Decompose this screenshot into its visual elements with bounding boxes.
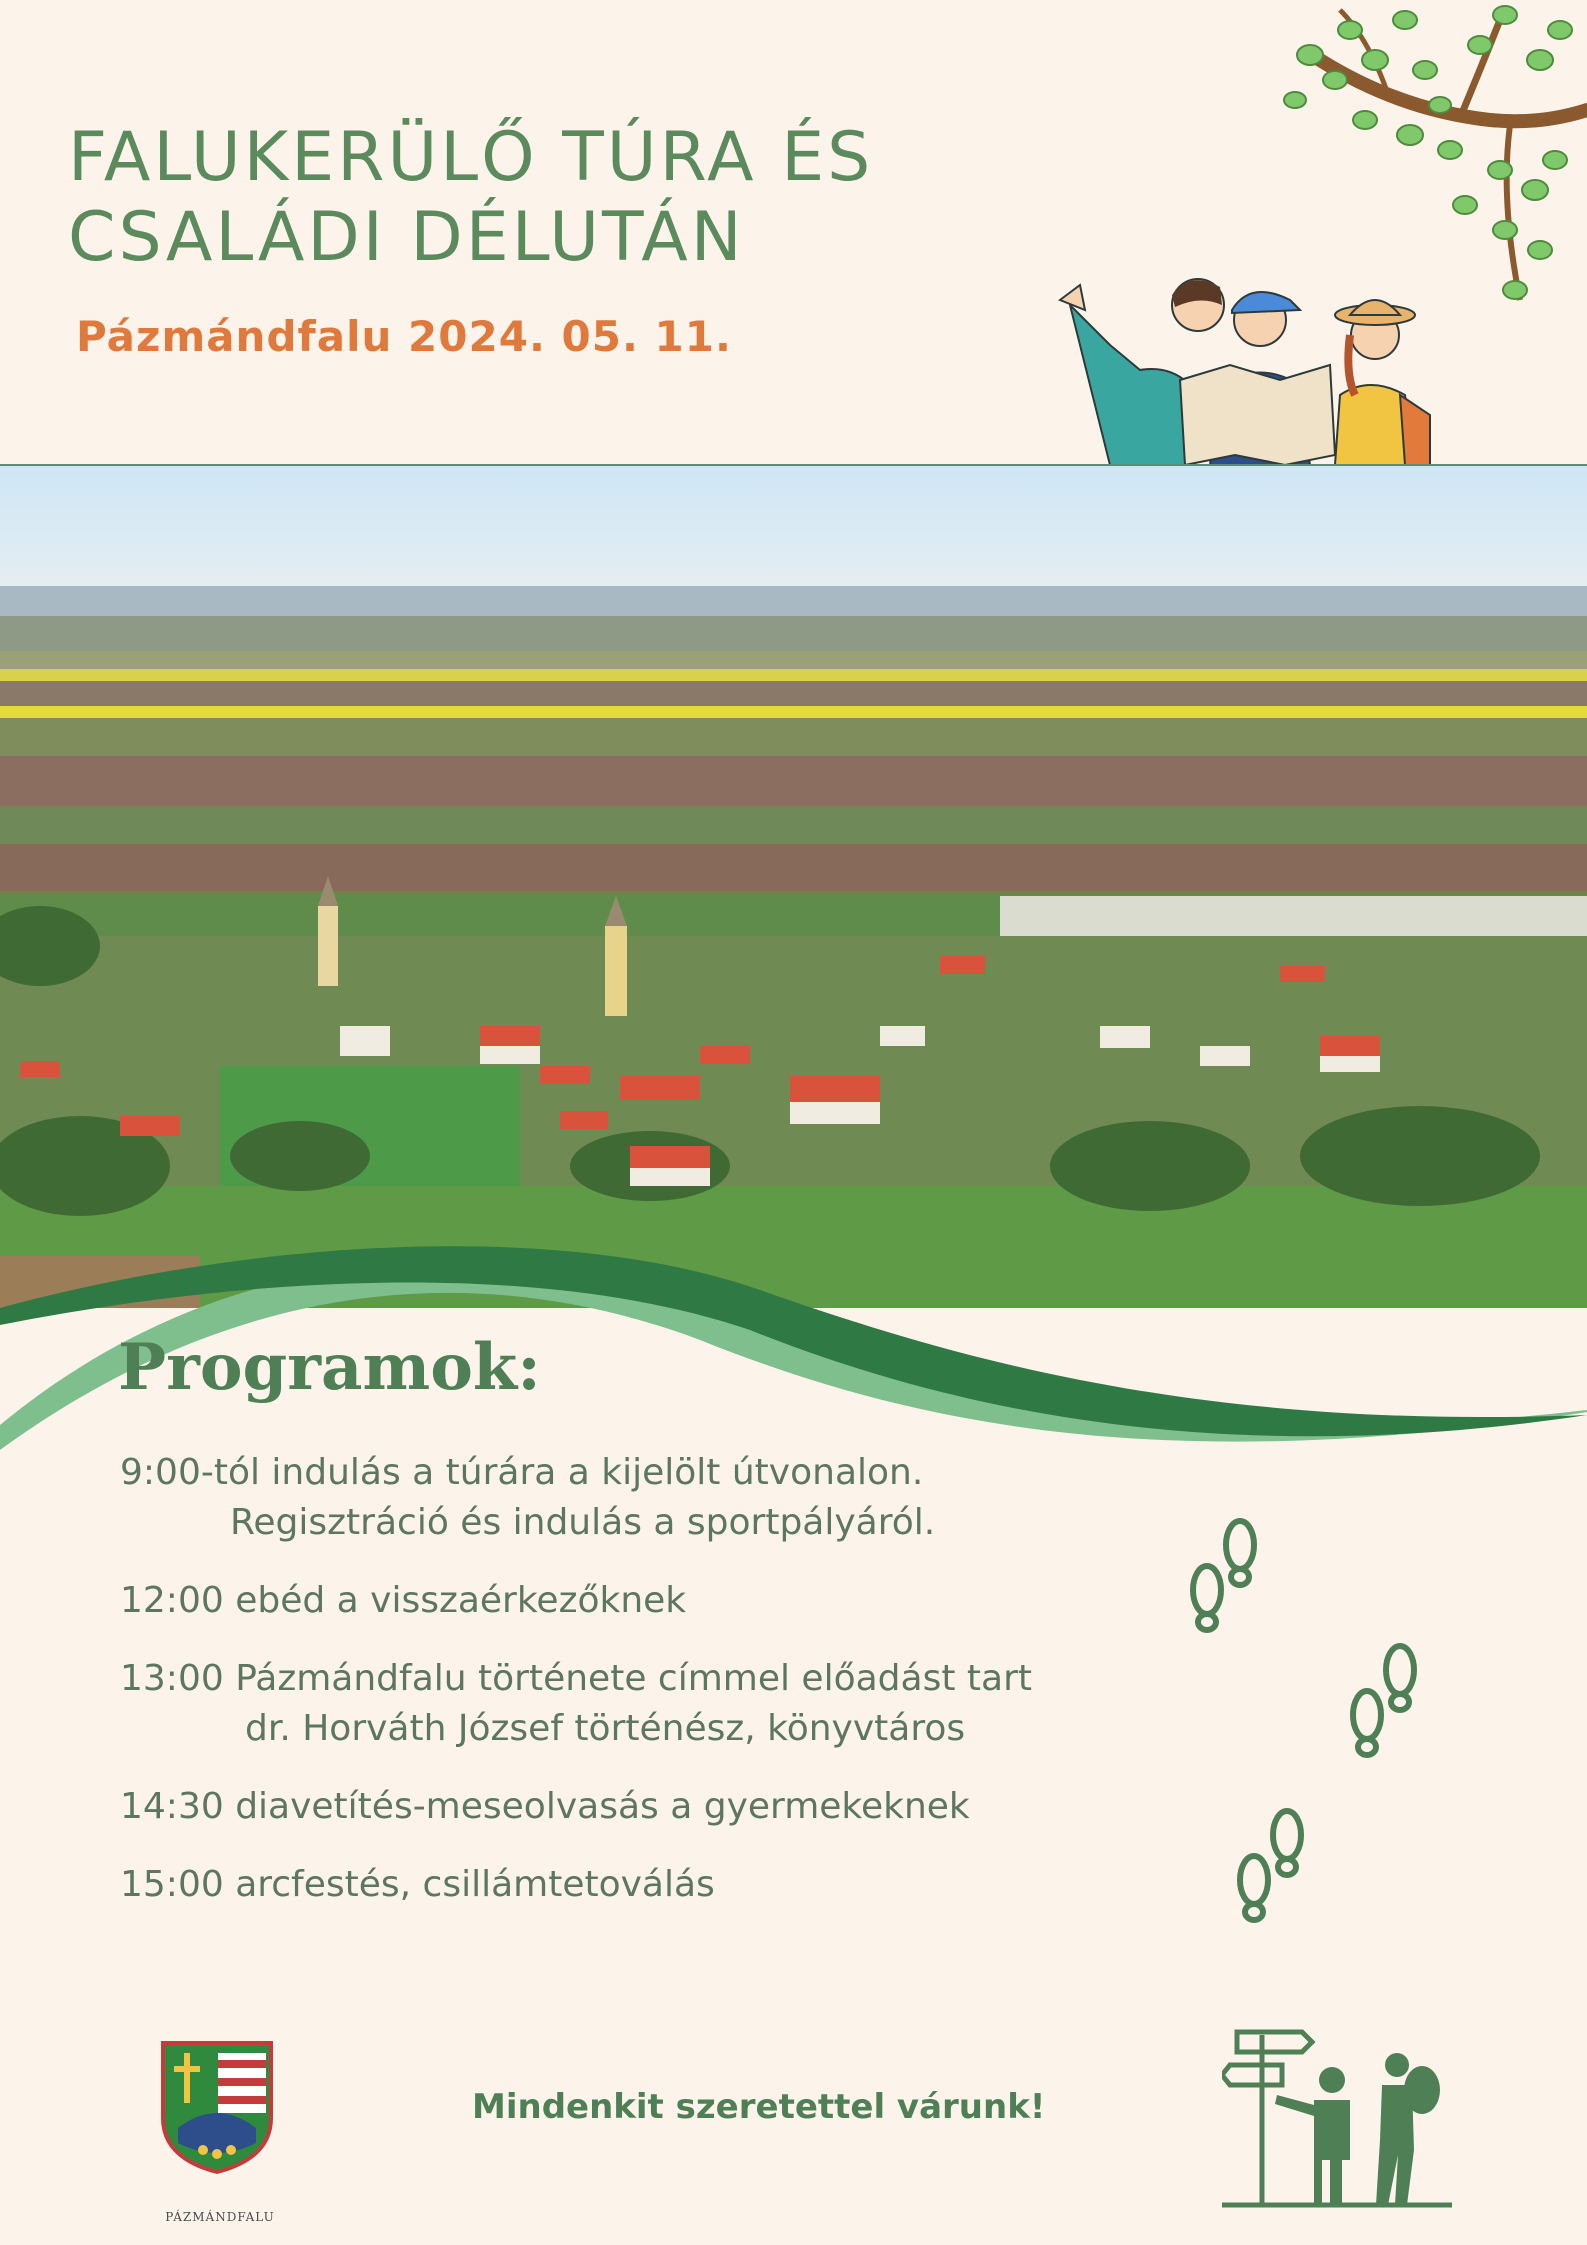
program-item-main: 15:00 arcfestés, csillámtetoválás xyxy=(120,1864,715,1905)
program-item-sub: Regisztráció és indulás a sportpályáról. xyxy=(230,1502,936,1543)
event-date: Pázmándfalu 2024. 05. 11. xyxy=(76,312,732,361)
signpost-hikers-icon xyxy=(1222,2020,1452,2220)
title-line-1: FALUKERÜLŐ TÚRA ÉS xyxy=(68,118,874,197)
hikers-illustration xyxy=(1050,265,1450,465)
program-item-main: 9:00-tól indulás a túrára a kijelölt útvonalon. xyxy=(120,1452,924,1493)
program-item-main: 12:00 ebéd a visszaérkezőknek xyxy=(120,1580,687,1621)
program-item xyxy=(120,1654,1220,1754)
welcome-message: Mindenkit szeretettel várunk! xyxy=(472,2087,1046,2127)
program-item xyxy=(120,1576,1220,1626)
program-list xyxy=(120,1448,1220,1938)
program-item-main: 13:00 Pázmándfalu története címmel előadást tart xyxy=(120,1658,1032,1699)
crest-label: PÁZMÁNDFALU xyxy=(165,2210,275,2224)
footprints-icon xyxy=(1185,1515,1265,1640)
program-item xyxy=(120,1448,1220,1548)
programs-heading: Programok: xyxy=(118,1330,541,1405)
title-line-2: CSALÁDI DÉLUTÁN xyxy=(68,198,745,277)
footprints-icon xyxy=(1232,1805,1312,1930)
program-item-main: 14:30 diavetítés-meseolvasás a gyermekeknek xyxy=(120,1786,970,1827)
program-item xyxy=(120,1782,1220,1832)
program-item xyxy=(120,1860,1220,1910)
footprints-icon xyxy=(1345,1640,1425,1765)
page-title xyxy=(68,118,873,278)
coat-of-arms-icon xyxy=(158,2038,276,2174)
program-item-sub: dr. Horváth József történész, könyvtáros xyxy=(245,1708,966,1749)
